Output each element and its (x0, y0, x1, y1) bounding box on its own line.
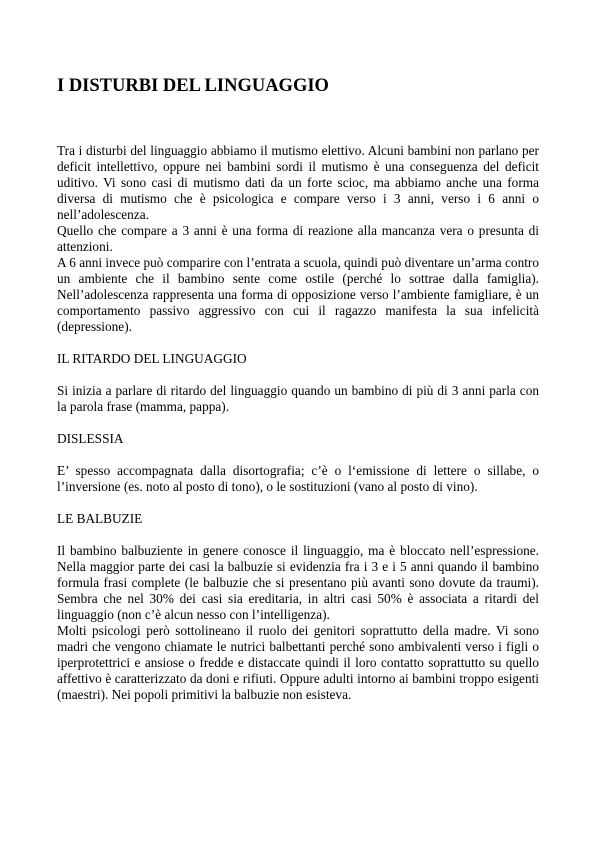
heading-dislessia: DISLESSIA (57, 431, 124, 446)
paragraph-balbuzie-1: Il bambino balbuziente in genere conosce il linguaggio, ma è bloccato nell’espressione. Nella maggior parte dei casi la balbuzie si evidenzia fra i 3 e i 5 anni quando il bambino formula frasi complete (le balbuzie che si presentano più avanti sono dovute da traumi). Sembra che nel 30% dei casi sia ereditaria, in altri casi 50% è associata a ritardi del linguaggio (non c’è alcun nesso con l’intelligenza). (57, 543, 539, 622)
paragraph-dislessia-1: E’ spesso accompagnata dalla disortografia; c’è o l‘emissione di lettere o sillabe, o l’inversione (es. noto al posto di tono), o le sostituzioni (vano al posto di vino). (57, 463, 539, 494)
document-body (57, 143, 539, 703)
paragraph-ritardo-1: Si inizia a parlare di ritardo del linguaggio quando un bambino di più di 3 anni parla con la parola frase (mamma, pappa). (57, 383, 539, 414)
heading-ritardo: IL RITARDO DEL LINGUAGGIO (57, 351, 247, 366)
heading-balbuzie: LE BALBUZIE (57, 511, 143, 526)
page-title: I DISTURBI DEL LINGUAGGIO (57, 76, 329, 96)
paragraph-mutismo-1: Tra i disturbi del linguaggio abbiamo il mutismo elettivo. Alcuni bambini non parlano per deficit intellettivo, oppure nei bambini sordi il mutismo è una conseguenza del deficit uditivo. Vi sono casi di mutismo dati da un forte scioc, ma abbiamo anche una forma diversa di mutismo che è psicologica e compare verso i 3 anni, verso i 6 anni o nell’adolescenza. (57, 143, 539, 222)
paragraph-mutismo-3: A 6 anni invece può comparire con l’entrata a scuola, quindi può diventare un’arma contro un ambiente che il bambino sente come ostile (perché lo sottrae dalla famiglia). Nell’adolescenza rappresenta una forma di opposizione verso l’ambiente famigliare, è un comportamento passivo aggressivo con cui il ragazzo manifesta la sua infelicità (depressione). (57, 255, 539, 334)
paragraph-mutismo-2: Quello che compare a 3 anni è una forma di reazione alla mancanza vera o presunta di attenzioni. (57, 223, 539, 254)
paragraph-balbuzie-2: Molti psicologi però sottolineano il ruolo dei genitori soprattutto della madre. Vi sono madri che vengono chiamate le nutrici balbettanti perché sono ambivalenti verso i figli o iperprotettrici e ansiose o fredde e distaccate quindi il loro contatto soprattutto su quello affettivo è caratterizzato da doni e rifiuti. Oppure adulti intorno ai bambini troppo esigenti (maestri). Nei popoli primitivi la balbuzie non esisteva. (57, 623, 539, 702)
